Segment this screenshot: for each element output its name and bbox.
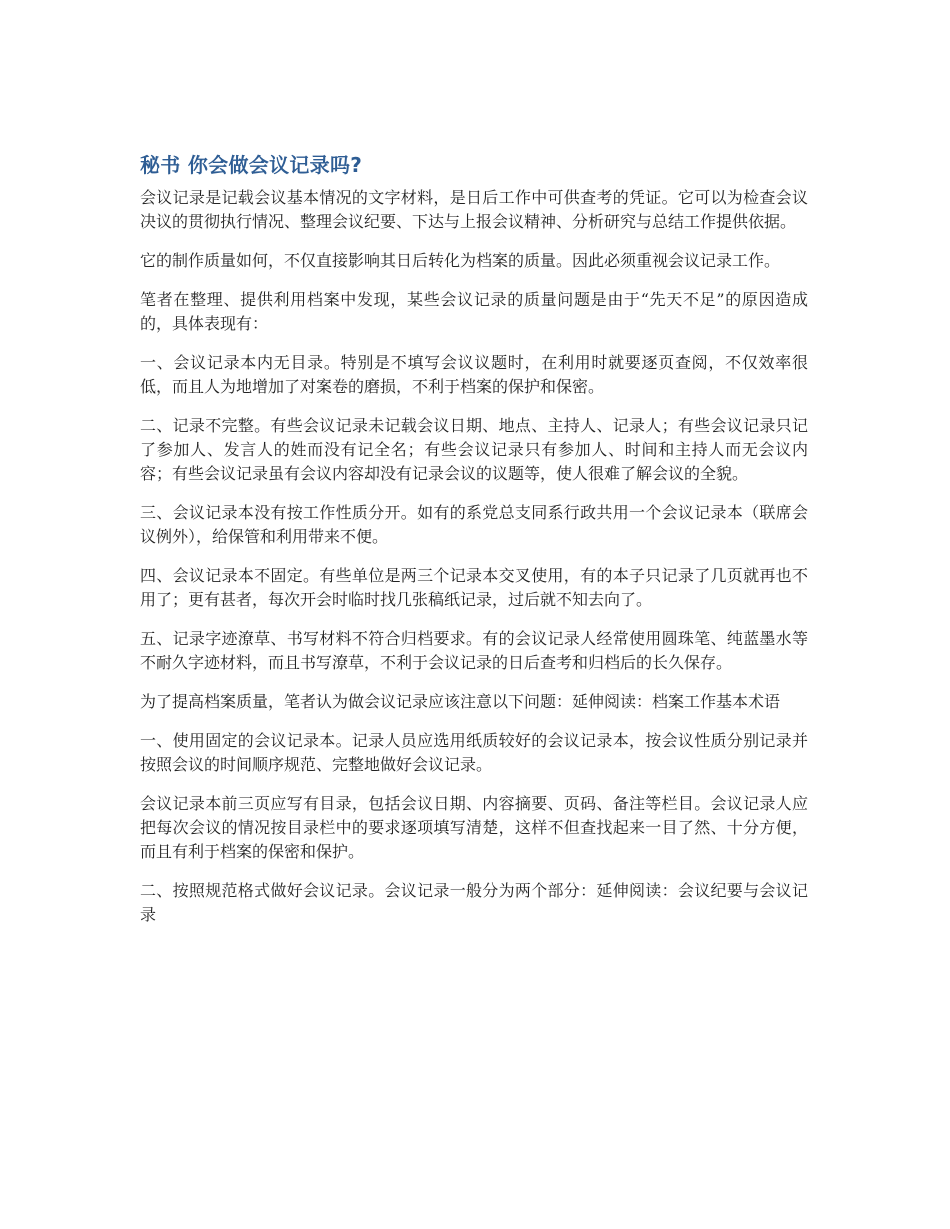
paragraph-quality: 它的制作质量如何，不仅直接影响其日后转化为档案的质量。因此必须重视会议记录工作。 <box>140 251 781 270</box>
paragraph-suggestions-intro: 为了提高档案质量，笔者认为做会议记录应该注意以下问题：延伸阅读：档案工作基本术语 <box>140 692 781 711</box>
article-body <box>140 150 808 942</box>
paragraph-table-of-contents: 会议记录本前三页应写有目录，包括会议日期、内容摘要、页码、备注等栏目。会议记录人应把每次会议的情况按目录栏中的要求逐项填写清楚，这样不但查找起来一目了然、十分方便，而且有利于档案的保密和保护。 <box>140 794 808 861</box>
paragraph-findings: 笔者在整理、提供利用档案中发现，某些会议记录的质量问题是由于“先天不足”的原因造成的，具体表现有： <box>140 290 808 333</box>
article-title: 秘书 你会做会议记录吗? <box>140 153 363 177</box>
paragraph-problem-2: 二、记录不完整。有些会议记录未记载会议日期、地点、主持人、记录人；有些会议记录只记了参加人、发言人的姓而没有记全名；有些会议记录只有参加人、时间和主持人而无会议内容；有些会议记录虽有会议内容却没有记录会议的议题等，使人很难了解会议的全貌。 <box>140 416 808 483</box>
paragraph-problem-3: 三、会议记录本没有按工作性质分开。如有的系党总支同系行政共用一个会议记录本（联席会议例外），给保管和利用带来不便。 <box>140 503 808 546</box>
paragraph-suggestion-1: 一、使用固定的会议记录本。记录人员应选用纸质较好的会议记录本，按会议性质分别记录并按照会议的时间顺序规范、完整地做好会议记录。 <box>140 731 808 774</box>
paragraph-problem-4: 四、会议记录本不固定。有些单位是两三个记录本交叉使用，有的本子只记录了几页就再也不用了；更有甚者，每次开会时临时找几张稿纸记录，过后就不知去向了。 <box>140 566 808 609</box>
paragraph-problem-5: 五、记录字迹潦草、书写材料不符合归档要求。有的会议记录人经常使用圆珠笔、纯蓝墨水等不耐久字迹材料，而且书写潦草，不利于会议记录的日后查考和归档后的长久保存。 <box>140 629 808 672</box>
paragraph-suggestion-2: 二、按照规范格式做好会议记录。会议记录一般分为两个部分：延伸阅读：会议纪要与会议记录 <box>140 881 808 924</box>
paragraph-problem-1: 一、会议记录本内无目录。特别是不填写会议议题时，在利用时就要逐页查阅，不仅效率很低，而且人为地增加了对案卷的磨损，不利于档案的保护和保密。 <box>140 353 808 396</box>
paragraph-intro: 会议记录是记载会议基本情况的文字材料，是日后工作中可供查考的凭证。它可以为检查会议决议的贯彻执行情况、整理会议纪要、下达与上报会议精神、分析研究与总结工作提供依据。 <box>140 188 808 231</box>
